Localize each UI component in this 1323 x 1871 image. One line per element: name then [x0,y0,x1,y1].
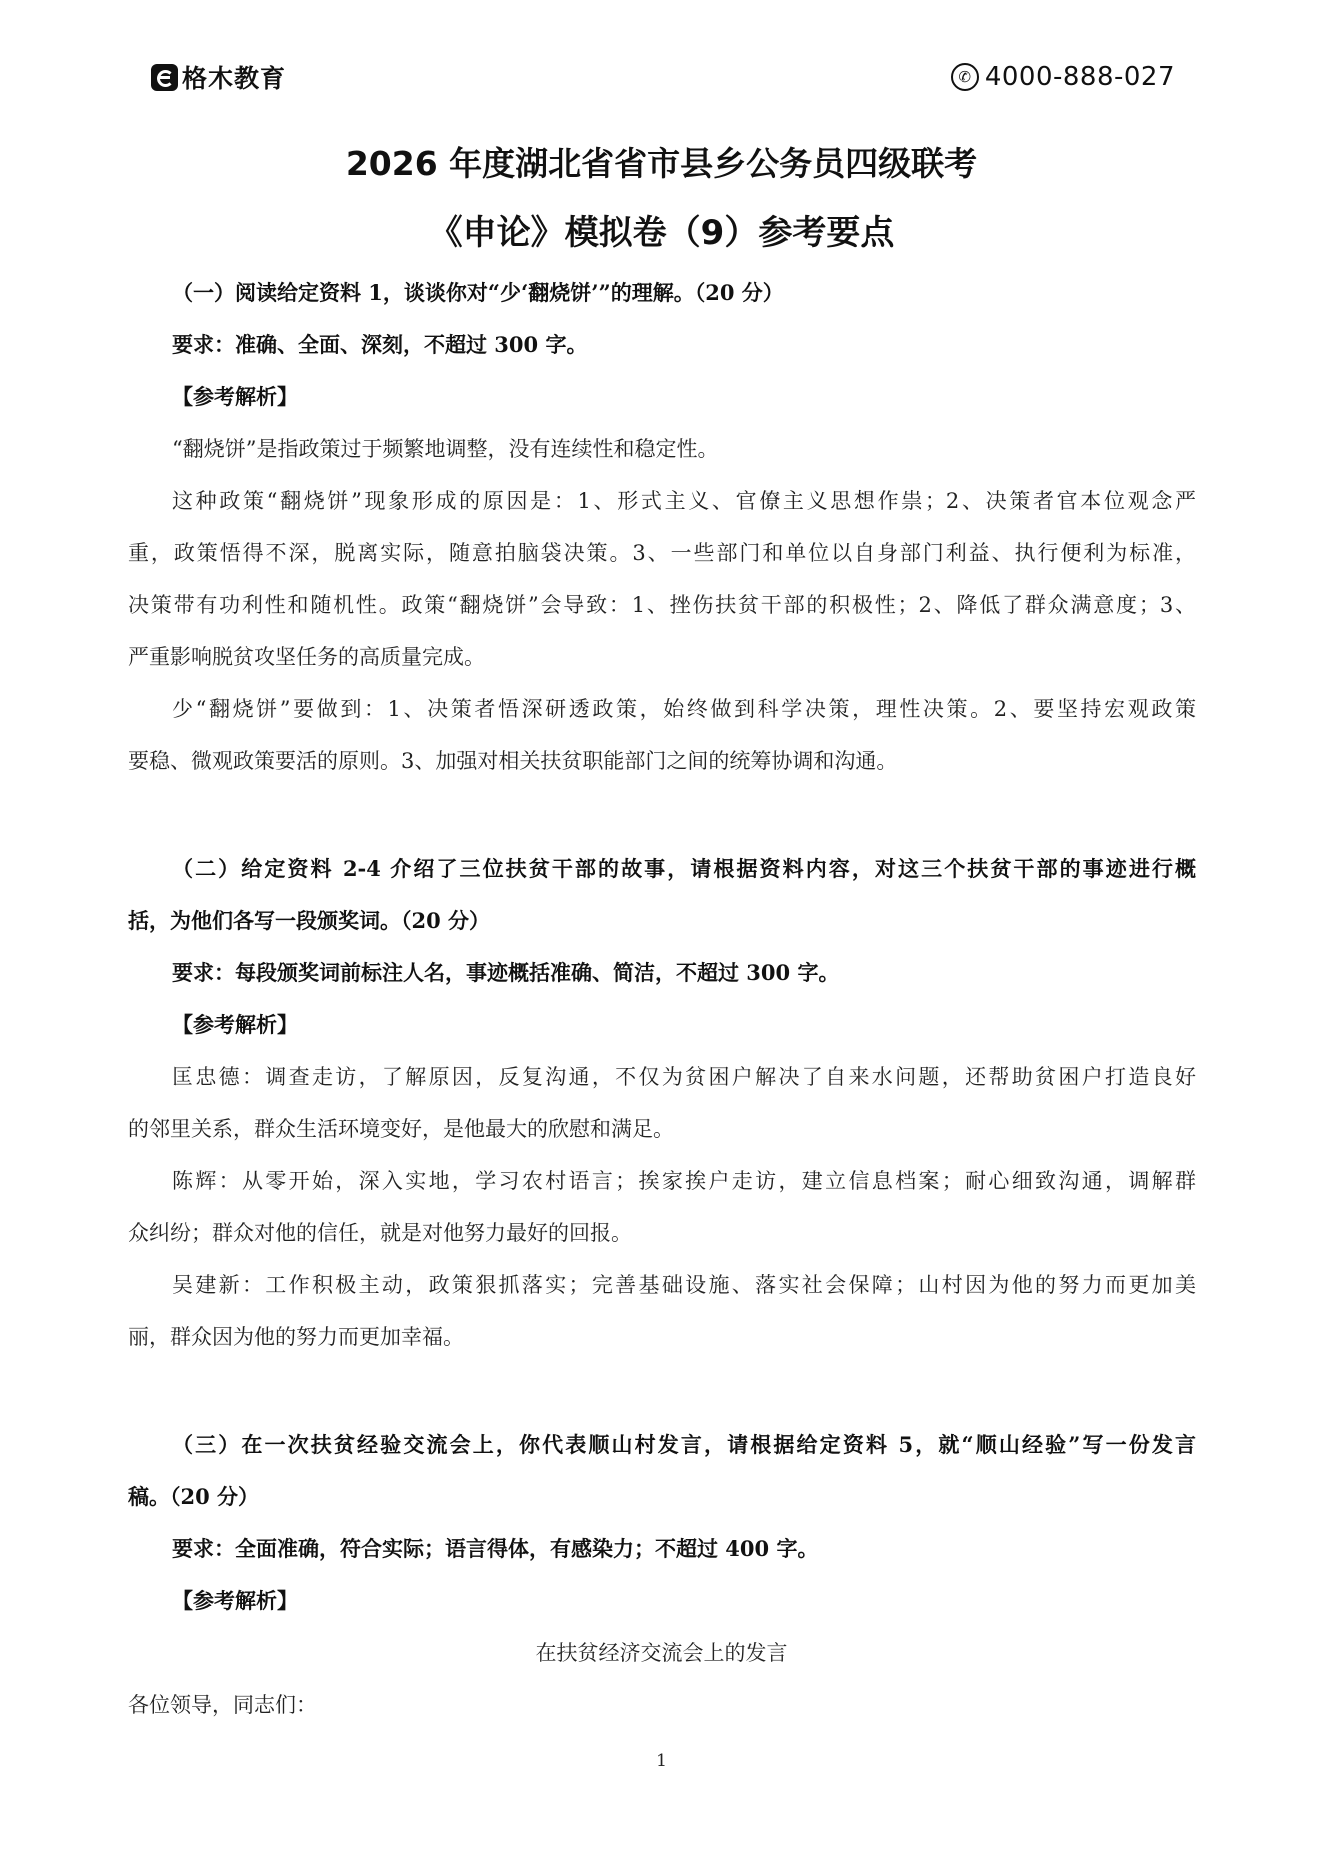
paragraph: 丽，群众因为他的努力而更加幸福。 [128,1325,464,1349]
paragraph: 决策带有功利性和随机性。政策“翻烧饼”会导致：1、挫伤扶贫干部的积极性；2、降低了群众满意度；3、 [128,593,1196,617]
question-3-continued: 稿。（20 分） [128,1484,260,1509]
paragraph: 的邻里关系，群众生活环境变好，是他最大的欣慰和满足。 [128,1117,674,1141]
document-subtitle: 《申论》模拟卷（9）参考要点 [428,213,895,253]
brand-logo-icon [151,64,178,91]
requirement-2: 要求：每段颁奖词前标注人名，事迹概括准确、简洁，不超过 300 字。 [172,960,840,985]
paragraph: 严重影响脱贫攻坚任务的高质量完成。 [128,645,485,669]
document-title: 2026 年度湖北省省市县乡公务员四级联考 [345,144,978,183]
question-2: （二）给定资料 2-4 介绍了三位扶贫干部的故事，请根据资料内容，对这三个扶贫干部的事迹进行概 [172,856,1196,881]
phone-header [951,60,1175,94]
requirement-1: 要求：准确、全面、深刻，不超过 300 字。 [172,332,588,357]
speech-salutation: 各位领导，同志们： [128,1693,317,1717]
paragraph: 陈辉：从零开始，深入实地，学习农村语言；挨家挨户走访，建立信息档案；耐心细致沟通，调解群 [172,1169,1196,1193]
speech-title: 在扶贫经济交流会上的发言 [535,1641,788,1665]
paragraph: 要稳、微观政策要活的原则。3、加强对相关扶贫职能部门之间的统筹协调和沟通。 [128,749,898,773]
analysis-label-1: 【参考解析】 [172,384,298,409]
phone-icon: ✆ [951,63,979,91]
question-1: （一）阅读给定资料 1，谈谈你对“少‘翻烧饼’”的理解。（20 分） [172,280,784,305]
analysis-label-2: 【参考解析】 [172,1012,298,1037]
paragraph: 众纠纷；群众对他的信任，就是对他努力最好的回报。 [128,1221,632,1245]
paragraph: 重，政策悟得不深，脱离实际，随意拍脑袋决策。3、一些部门和单位以自身部门利益、执行便利为标准， [128,541,1196,565]
paragraph: 这种政策“翻烧饼”现象形成的原因是：1、形式主义、官僚主义思想作祟；2、决策者官本位观念严 [172,489,1196,513]
brand-header [151,60,286,94]
requirement-3: 要求：全面准确，符合实际；语言得体，有感染力；不超过 400 字。 [172,1536,819,1561]
paragraph: 匡忠德：调查走访，了解原因，反复沟通，不仅为贫困户解决了自来水问题，还帮助贫困户打造良好 [172,1065,1196,1089]
page-number: 1 [656,1751,667,1771]
phone-number: 4000-888-027 [984,62,1175,92]
question-3: （三）在一次扶贫经验交流会上，你代表顺山村发言，请根据给定资料 5，就“顺山经验”写一份发言 [172,1432,1196,1457]
analysis-label-3: 【参考解析】 [172,1588,298,1613]
paragraph: 吴建新：工作积极主动，政策狠抓落实；完善基础设施、落实社会保障；山村因为他的努力而更加美 [172,1273,1196,1297]
paragraph: “翻烧饼”是指政策过于频繁地调整，没有连续性和稳定性。 [172,437,719,461]
brand-name: 格木教育 [182,64,287,93]
question-2-continued: 括，为他们各写一段颁奖词。（20 分） [128,908,491,933]
paragraph: 少“翻烧饼”要做到：1、决策者悟深研透政策，始终做到科学决策，理性决策。2、要坚持宏观政策 [172,697,1196,721]
